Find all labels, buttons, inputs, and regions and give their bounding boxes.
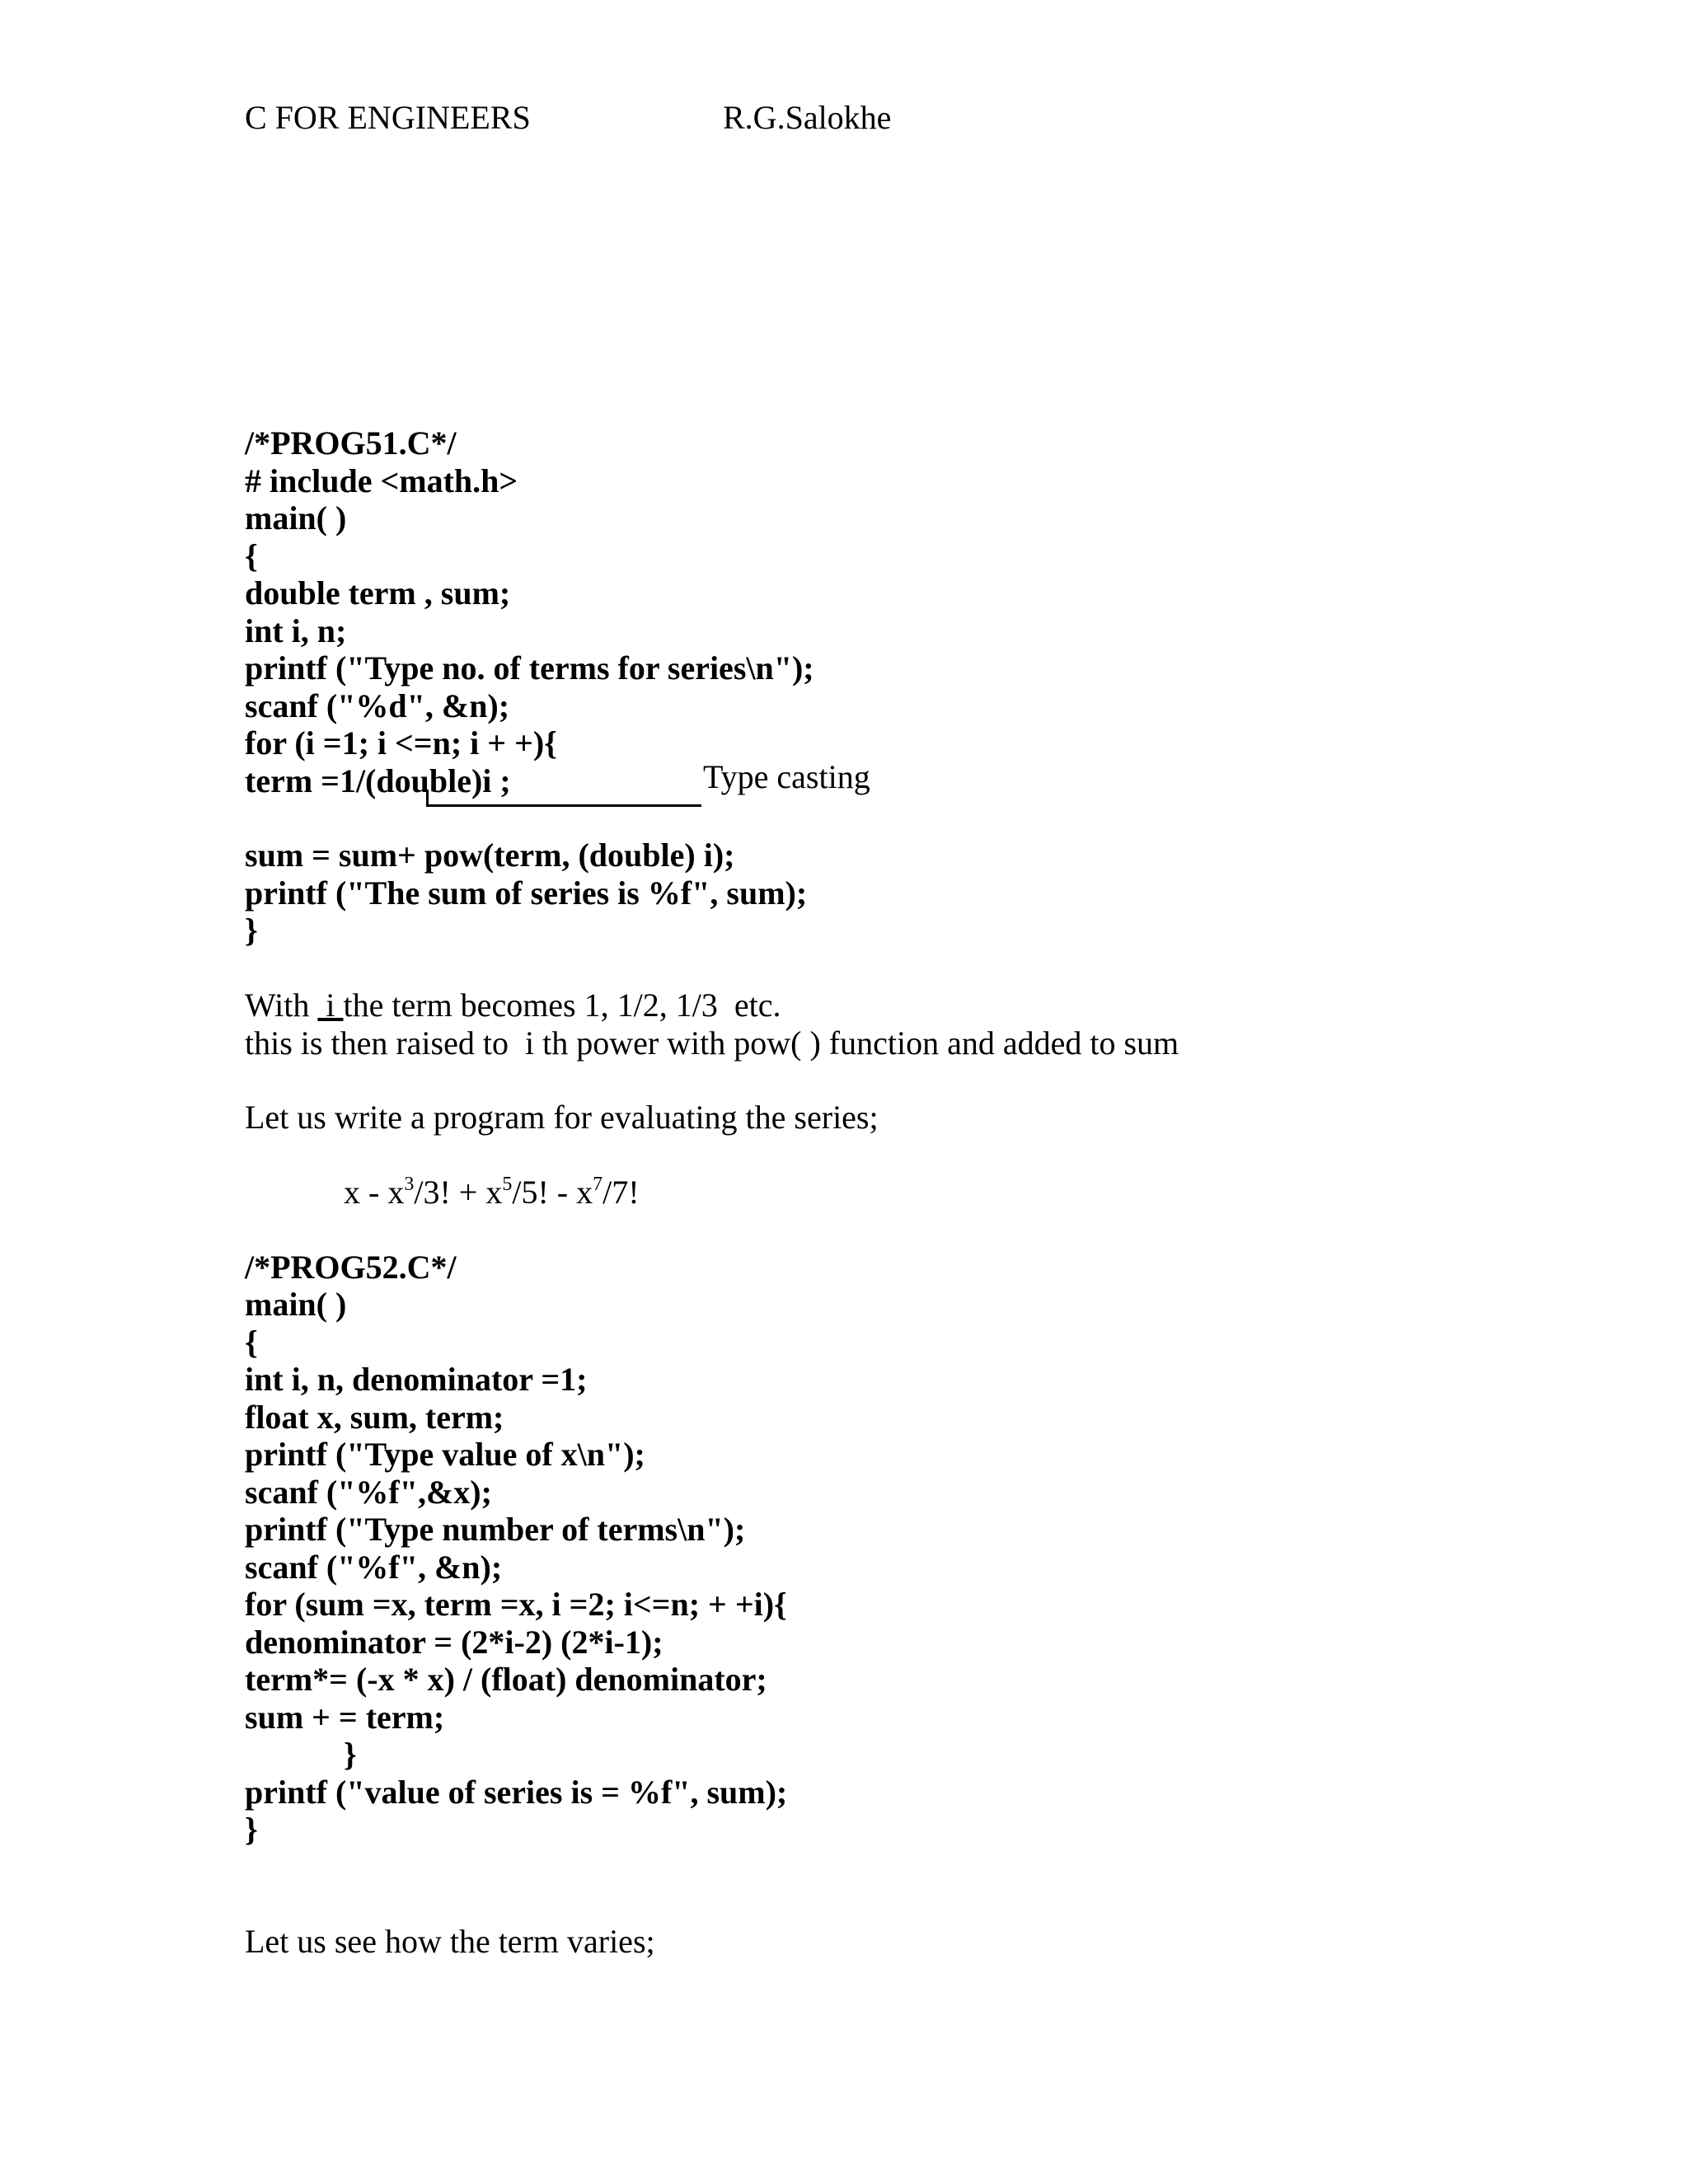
formula-part: x - x (344, 1174, 405, 1211)
callout-connector-horizontal (426, 804, 701, 807)
code-line: printf ("Type number of terms\n"); (245, 1511, 746, 1548)
closing-text: Let us see how the term varies; (245, 1923, 655, 1960)
formula-exponent: 7 (593, 1174, 603, 1195)
code-line: float x, sum, term; (245, 1399, 504, 1436)
explanation-prefix: With (245, 987, 318, 1024)
code-line: sum + = term; (245, 1699, 445, 1736)
formula-part: /7! (603, 1174, 640, 1211)
code-line: term =1/(double)i ; (245, 762, 511, 799)
code-line: int i, n; (245, 612, 347, 649)
code-line: scanf ("%f",&x); (245, 1474, 492, 1511)
explanation-line-1 (245, 987, 781, 1024)
code-line: printf ("Type value of x\n"); (245, 1436, 645, 1473)
code-line: printf ("Type no. of terms for series\n"); (245, 649, 814, 687)
code-line: sum = sum+ pow(term, (double) i); (245, 837, 735, 874)
callout-connector-vertical (426, 790, 429, 806)
code-line: { (245, 1324, 258, 1361)
code-line: /*PROG51.C*/ (245, 424, 457, 462)
code-line: for (i =1; i <=n; i + +){ (245, 724, 557, 762)
formula-part: /3! + x (414, 1174, 503, 1211)
code-line: scanf ("%d", &n); (245, 687, 510, 724)
code-line: int i, n, denominator =1; (245, 1361, 588, 1398)
code-line: } (344, 1736, 357, 1773)
book-title: C FOR ENGINEERS (245, 99, 531, 136)
formula-exponent: 3 (404, 1174, 415, 1195)
code-line: printf ("value of series is = %f", sum); (245, 1774, 788, 1811)
code-line: double term , sum; (245, 574, 511, 612)
series-formula (344, 1174, 640, 1212)
code-line: } (245, 912, 258, 949)
type-casting-callout: Type casting (703, 758, 870, 795)
formula-part: /5! - x (512, 1174, 593, 1211)
explanation-line-2: this is then raised to i th power with pow( ) function and added to sum (245, 1024, 1179, 1062)
formula-exponent: 5 (502, 1174, 513, 1195)
code-line: term*= (-x * x) / (float) denominator; (245, 1661, 767, 1698)
code-line: } (245, 1811, 258, 1848)
code-line: scanf ("%f", &n); (245, 1549, 503, 1586)
code-line: denominator = (2*i-2) (2*i-1); (245, 1624, 663, 1661)
explanation-suffix: the term becomes 1, 1/2, 1/3 etc. (343, 987, 781, 1024)
code-line: # include <math.h> (245, 462, 518, 499)
explanation-variable: i (317, 987, 344, 1024)
code-line: main( ) (245, 1286, 347, 1323)
code-line: { (245, 537, 258, 574)
code-line: main( ) (245, 499, 347, 537)
code-line: printf ("The sum of series is %f", sum); (245, 874, 808, 912)
code-line: /*PROG52.C*/ (245, 1249, 457, 1286)
author-name: R.G.Salokhe (723, 99, 892, 136)
series-intro: Let us write a program for evaluating the series; (245, 1099, 879, 1136)
code-line: for (sum =x, term =x, i =2; i<=n; + +i){ (245, 1586, 787, 1623)
